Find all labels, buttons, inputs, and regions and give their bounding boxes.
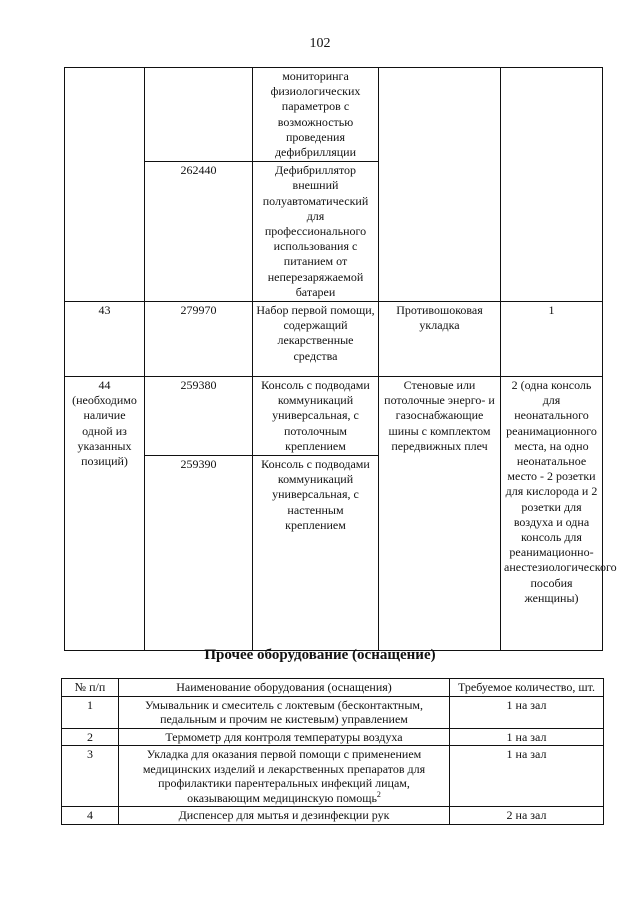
table-row xyxy=(62,807,604,825)
purpose-cell xyxy=(379,68,501,302)
name-cell: Дефибриллятор внешний полуавтоматический для профессионального использования с питанием от неперезаряжаемой батареи xyxy=(253,162,379,302)
name-cell: Умывальник и смеситель с локтевым (бесконтактным, педальным и прочим не кистевым) управлением xyxy=(119,696,450,728)
quantity-cell: 2 (одна консоль для неонатального реанимационного места, на одно неонатальное место - 2 розетки для кислорода и 2 розетки для воздуха и одна консоль для реанимационно-анестезиологического пособия женщины) xyxy=(501,377,603,651)
quantity-cell: 1 на зал xyxy=(450,696,604,728)
row-number-cell: 44 (необходимо наличие одной из указанных позиций) xyxy=(65,377,145,651)
footnote-mark: 2 xyxy=(376,789,381,799)
name-cell: Набор первой помощи, содержащий лекарственные средства xyxy=(253,302,379,377)
column-header-quantity: Требуемое количество, шт. xyxy=(450,679,604,697)
equipment-table xyxy=(64,67,617,651)
column-header-name: Наименование оборудования (оснащения) xyxy=(119,679,450,697)
other-equipment-table xyxy=(61,678,604,825)
name-cell: Консоль с подводами коммуникаций универсальная, с настенным креплением xyxy=(253,456,379,651)
purpose-cell: Противошоковая укладка xyxy=(379,302,501,377)
row-number-cell: 3 xyxy=(62,746,119,807)
name-cell xyxy=(119,746,450,807)
code-cell xyxy=(145,68,253,162)
table-row xyxy=(62,746,604,807)
name-cell: мониторинга физиологических параметров с возможностью проведения дефибрилляции xyxy=(253,68,379,162)
table-row xyxy=(65,377,603,456)
row-number-cell: 2 xyxy=(62,728,119,746)
name-cell: Консоль с подводами коммуникаций универсальная, с потолочным креплением xyxy=(253,377,379,456)
section-title: Прочее оборудование (оснащение) xyxy=(204,647,436,663)
row-number-cell xyxy=(65,68,145,302)
code-cell: 259380 xyxy=(145,377,253,456)
row-number-cell: 4 xyxy=(62,807,119,825)
quantity-cell: 1 на зал xyxy=(450,728,604,746)
row-number-cell: 1 xyxy=(62,696,119,728)
table-row xyxy=(65,68,603,162)
code-cell: 259390 xyxy=(145,456,253,651)
code-cell: 279970 xyxy=(145,302,253,377)
quantity-cell: 1 xyxy=(501,302,603,377)
code-cell: 262440 xyxy=(145,162,253,302)
table-row xyxy=(62,728,604,746)
purpose-cell: Стеновые или потолочные энерго- и газоснабжающие шины с комплектом передвижных плеч xyxy=(379,377,501,651)
quantity-cell xyxy=(501,68,603,302)
header-row xyxy=(62,679,604,697)
table-row xyxy=(65,302,603,377)
name-cell: Термометр для контроля температуры воздуха xyxy=(119,728,450,746)
page-number: 102 xyxy=(309,36,331,51)
row-number-cell: 43 xyxy=(65,302,145,377)
quantity-cell: 2 на зал xyxy=(450,807,604,825)
quantity-cell: 1 на зал xyxy=(450,746,604,807)
table-row xyxy=(62,696,604,728)
name-cell: Диспенсер для мытья и дезинфекции рук xyxy=(119,807,450,825)
name-text: Укладка для оказания первой помощи с применением медицинских изделий и лекарственных препаратов для профилактики парентеральных инфекций лицам, оказывающим медицинскую помощь xyxy=(142,747,426,805)
column-header-num: № п/п xyxy=(62,679,119,697)
